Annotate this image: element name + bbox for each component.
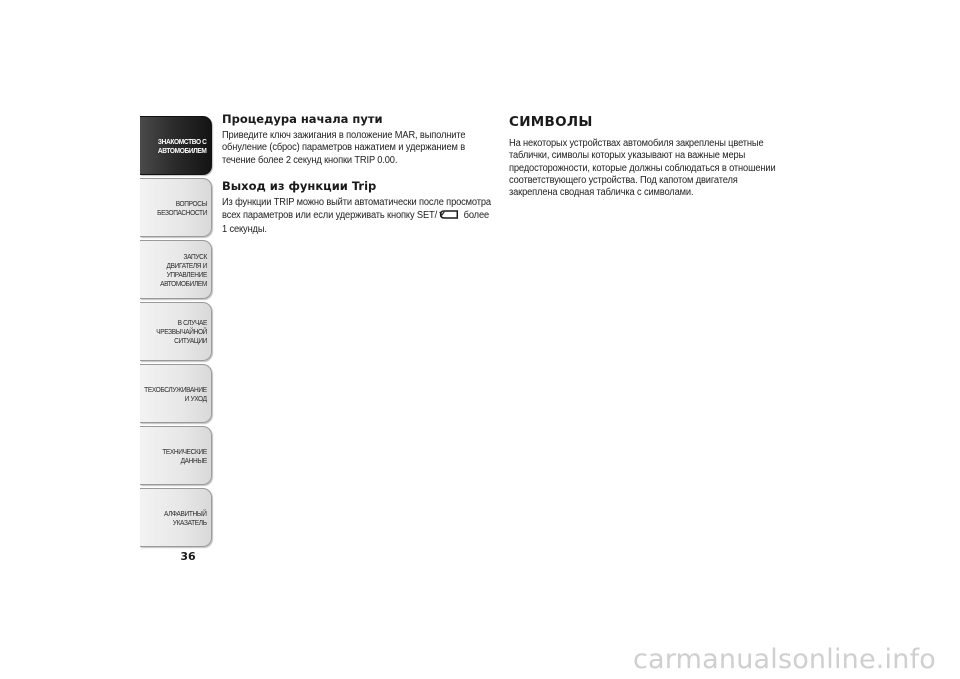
tab-starting-and-driving[interactable] — [140, 240, 212, 299]
tab-maintenance[interactable] — [140, 364, 212, 423]
text-after-icon: более 1 секунды. — [222, 210, 490, 236]
tab-label: ТЕХНИЧЕСКИЕ ДАННЫЕ — [162, 446, 207, 465]
tab-safety[interactable] — [140, 178, 212, 237]
tab-label: ЗНАКОМСТВО С АВТОМОБИЛЕМ — [158, 136, 207, 155]
tab-label: ТЕХОБСЛУЖИВАНИЕ И УХОД — [144, 384, 207, 403]
left-column — [222, 112, 494, 237]
section-title-trip-start: Процедура начала пути — [222, 112, 383, 126]
chapter-tabs — [140, 116, 212, 550]
section-title-symbols: СИМВОЛЫ — [509, 114, 593, 130]
tab-vehicle-familiarization[interactable] — [140, 116, 212, 175]
tab-label: В СЛУЧАЕ ЧРЕЗВЫЧАЙНОЙ СИТУАЦИИ — [156, 318, 207, 345]
section-text-trip-exit — [222, 197, 494, 237]
section-title-trip-exit: Выход из функции Trip — [222, 178, 377, 193]
tab-index[interactable] — [140, 488, 212, 547]
right-column — [509, 112, 789, 199]
watermark-text: carmanualsonline.info — [633, 644, 936, 675]
section-text-trip-start: Приведите ключ зажигания в положение MAR, выполните обнуление (сброс) параметров нажатием и удержанием в течение более 2 секунд кнопки TRIP 0.00. — [222, 130, 466, 166]
tab-label: ВОПРОСЫ БЕЗОПАСНОСТИ — [157, 198, 207, 217]
page-number: 36 — [180, 550, 196, 563]
tab-technical-data[interactable] — [140, 426, 212, 485]
set-button-icon — [439, 209, 459, 224]
text-before-icon: Из функции TRIP можно выйти автоматически после просмотра всех параметров или если удерживать кнопку SET/ — [222, 196, 491, 222]
tab-emergency[interactable] — [140, 302, 212, 361]
section-text-symbols: На некоторых устройствах автомобиля закреплены цветные таблички, символы которых указывают на важные меры предосторожности, которые должны соблюдаться в отношении соответствующего устройства. Под капотом двигателя закреплена сводная табличка с символами. — [509, 138, 776, 199]
tab-label: АЛФАВИТНЫЙ УКАЗАТЕЛЬ — [164, 508, 207, 527]
tab-label: ЗАПУСК ДВИГАТЕЛЯ И УПРАВЛЕНИЕ АВТОМОБИЛЕМ — [160, 251, 207, 288]
